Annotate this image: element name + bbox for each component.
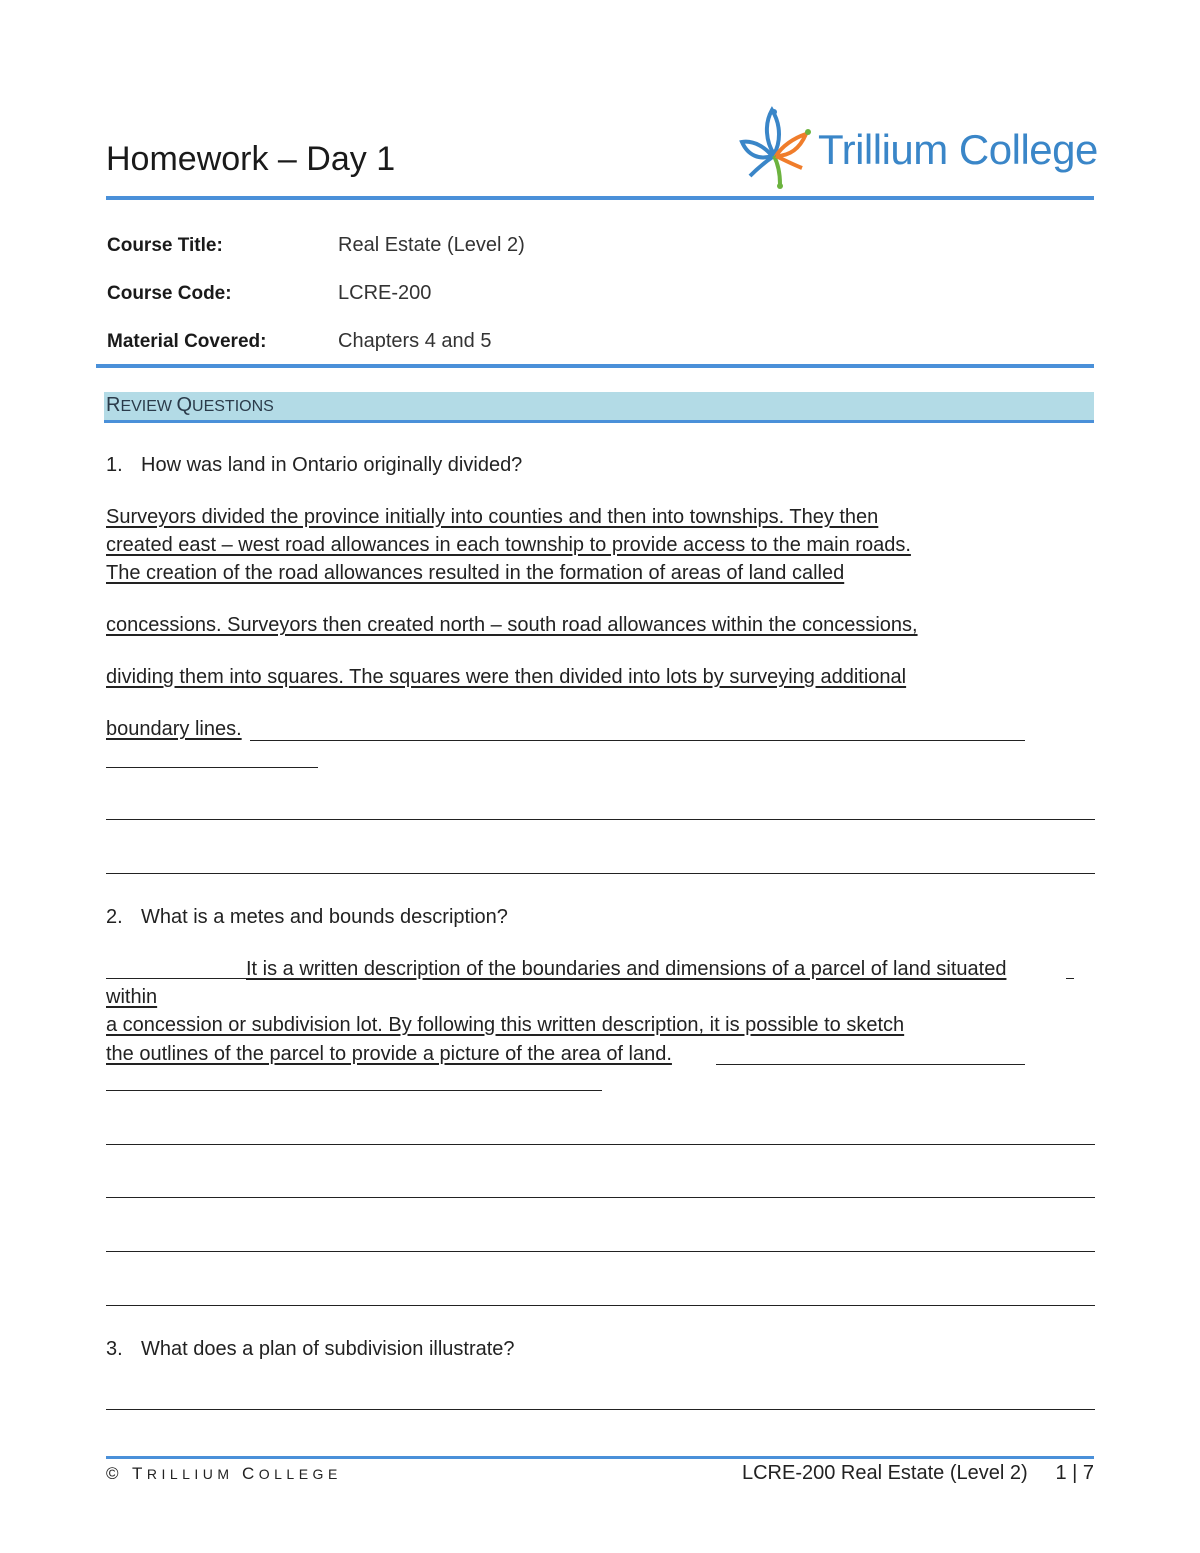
blank-answer-line: [106, 873, 1095, 874]
question-2: [106, 906, 508, 929]
logo-text: Trillium College: [818, 126, 1098, 173]
answer-line: the outlines of the parcel to provide a picture of the area of land.: [106, 1043, 672, 1065]
section-title-r: R: [106, 394, 121, 416]
footer-page-info: LCRE-200 Real Estate (Level 2) 1 | 7: [741, 1462, 1094, 1484]
footer-brand-rest2: OLLEGE: [258, 1466, 342, 1482]
material-covered-value: Chapters 4 and 5: [338, 330, 492, 352]
section-title-rest1: EVIEW: [120, 398, 177, 415]
footer-brand-c: C: [241, 1464, 259, 1483]
question-3: [106, 1338, 515, 1361]
answer-line: It is a written description of the boundaries and dimensions of a parcel of land situated: [246, 958, 1007, 980]
meta-divider: [96, 364, 1094, 368]
footer-brand-rest1: RILLIUM: [146, 1466, 242, 1482]
trillium-flower-icon: [736, 104, 816, 190]
footer-divider: [106, 1456, 1094, 1459]
material-covered-label: Material Covered:: [107, 331, 267, 352]
course-title-value: Real Estate (Level 2): [338, 234, 525, 256]
blank-answer-line: [106, 1197, 1095, 1198]
section-title: [106, 394, 274, 417]
blank-answer-line: [106, 1144, 1095, 1145]
answer-line: within: [106, 986, 158, 1008]
answer-line: a concession or subdivision lot. By following this written description, it is possible to sketch: [106, 1014, 905, 1036]
blank-answer-line: [106, 1409, 1095, 1410]
blank-answer-line: [106, 1305, 1095, 1306]
blank-answer-line: [106, 978, 246, 979]
question-text: What does a plan of subdivision illustrate?: [141, 1338, 515, 1360]
copyright-symbol: ©: [106, 1464, 124, 1483]
answer-line: concessions. Surveyors then created north – south road allowances within the concessions,: [106, 614, 918, 636]
section-title-q: Q: [176, 394, 193, 416]
answer-line: boundary lines.: [106, 718, 242, 740]
footer-copyright: [106, 1464, 342, 1484]
answer-line: dividing them into squares. The squares were then divided into lots by surveying additional: [106, 666, 907, 688]
header-divider: [106, 196, 1094, 200]
question-number: 1.: [106, 454, 123, 476]
blank-answer-line: [250, 740, 1025, 741]
section-title-rest2: UESTIONS: [192, 398, 274, 415]
question-1: [106, 454, 522, 477]
answer-line: The creation of the road allowances resulted in the formation of areas of land called: [106, 562, 845, 584]
course-code-value: LCRE-200: [338, 282, 432, 304]
question-text: What is a metes and bounds description?: [141, 906, 508, 928]
footer-brand-t: T: [131, 1464, 147, 1483]
blank-answer-line: [716, 1064, 1025, 1065]
answer-line: Surveyors divided the province initially into counties and then into townships. They then: [106, 506, 879, 528]
blank-answer-line: [1066, 978, 1074, 979]
question-number: 2.: [106, 906, 123, 928]
page-title: Homework – Day 1: [106, 140, 396, 178]
blank-answer-line: [106, 819, 1095, 820]
blank-answer-line: [106, 1251, 1095, 1252]
question-text: How was land in Ontario originally divided?: [141, 454, 523, 476]
blank-answer-line: [106, 1090, 602, 1091]
blank-answer-line: [106, 767, 318, 768]
course-title-label: Course Title:: [107, 235, 223, 256]
answer-line: created east – west road allowances in each township to provide access to the main roads.: [106, 534, 911, 556]
section-band-rule: [104, 420, 1094, 423]
course-code-label: Course Code:: [107, 283, 232, 304]
question-number: 3.: [106, 1338, 123, 1360]
